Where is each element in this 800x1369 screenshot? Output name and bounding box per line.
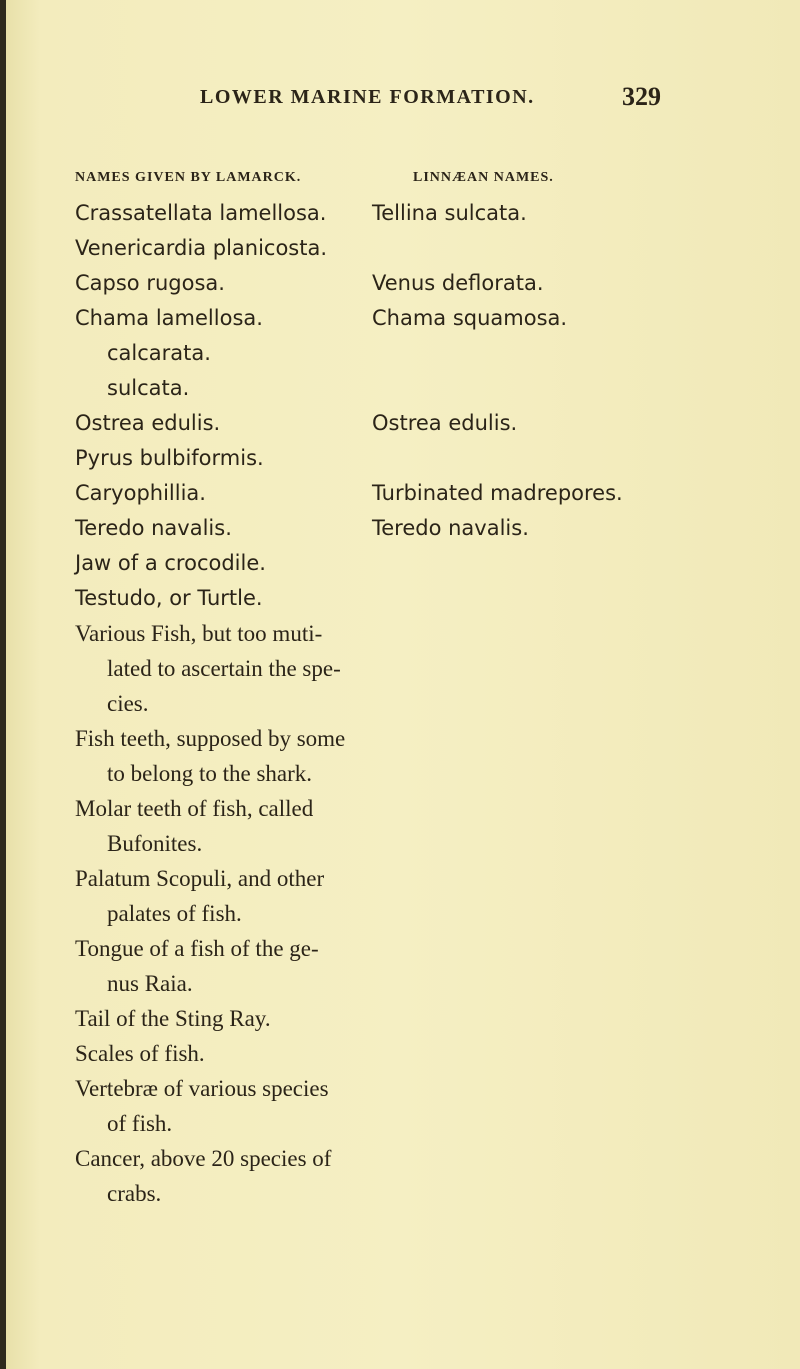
list-item: Teredo navalis. xyxy=(372,516,529,540)
list-item: Teredo navalis. xyxy=(75,516,232,540)
lamarck-names-column xyxy=(75,196,405,1211)
list-item: Crassatellata lamellosa. xyxy=(75,201,327,225)
page-header xyxy=(0,82,800,116)
column-headings xyxy=(0,170,800,192)
list-item: Testudo, or Turtle. xyxy=(75,586,263,610)
list-item: sulcata. xyxy=(107,376,190,400)
list-item xyxy=(372,371,792,406)
list-item: Tongue of a fish of the ge- xyxy=(75,936,319,961)
list-item: Chama squamosa. xyxy=(372,306,568,330)
page-number: 329 xyxy=(622,82,661,111)
list-item: cies. xyxy=(107,691,149,716)
list-item: nus Raia. xyxy=(107,971,193,996)
list-item xyxy=(372,336,792,371)
list-item xyxy=(372,231,792,266)
list-item: Jaw of a crocodile. xyxy=(75,551,266,575)
list-item: of fish. xyxy=(107,1111,173,1136)
linnaean-names-column xyxy=(372,196,792,546)
list-item: Chama lamellosa. xyxy=(75,306,263,330)
list-item: calcarata. xyxy=(107,341,211,365)
list-item: Caryophillia. xyxy=(75,481,206,505)
left-column-heading: NAMES GIVEN BY LAMARCK. xyxy=(75,170,302,185)
list-item: Ostrea edulis. xyxy=(75,411,221,435)
list-item: lated to ascertain the spe- xyxy=(107,656,341,681)
list-item: Ostrea edulis. xyxy=(372,411,518,435)
list-item xyxy=(372,441,792,476)
list-item: Tellina sulcata. xyxy=(372,201,527,225)
page-binding-edge xyxy=(0,0,6,1369)
list-item: Fish teeth, supposed by some xyxy=(75,726,346,751)
list-item: Tail of the Sting Ray. xyxy=(75,1006,271,1031)
list-item: Capso rugosa. xyxy=(75,271,225,295)
list-item: Pyrus bulbiformis. xyxy=(75,446,264,470)
list-item: Molar teeth of fish, called xyxy=(75,796,314,821)
list-item: Various Fish, but too muti- xyxy=(75,621,323,646)
list-item: Vertebræ of various species xyxy=(75,1076,329,1101)
list-item: to belong to the shark. xyxy=(107,761,313,786)
list-item: palates of fish. xyxy=(107,901,242,926)
list-item: Bufonites. xyxy=(107,831,203,856)
list-item: Turbinated madrepores. xyxy=(372,481,623,505)
list-item: Venericardia planicosta. xyxy=(75,236,328,260)
right-column-heading: LINNÆAN NAMES. xyxy=(413,170,554,185)
list-item: crabs. xyxy=(107,1181,162,1206)
list-item: Scales of fish. xyxy=(75,1041,205,1066)
running-title: LOWER MARINE FORMATION. xyxy=(200,86,535,108)
list-item: Venus deflorata. xyxy=(372,271,544,295)
list-item: Cancer, above 20 species of xyxy=(75,1146,332,1171)
list-item: Palatum Scopuli, and other xyxy=(75,866,325,891)
